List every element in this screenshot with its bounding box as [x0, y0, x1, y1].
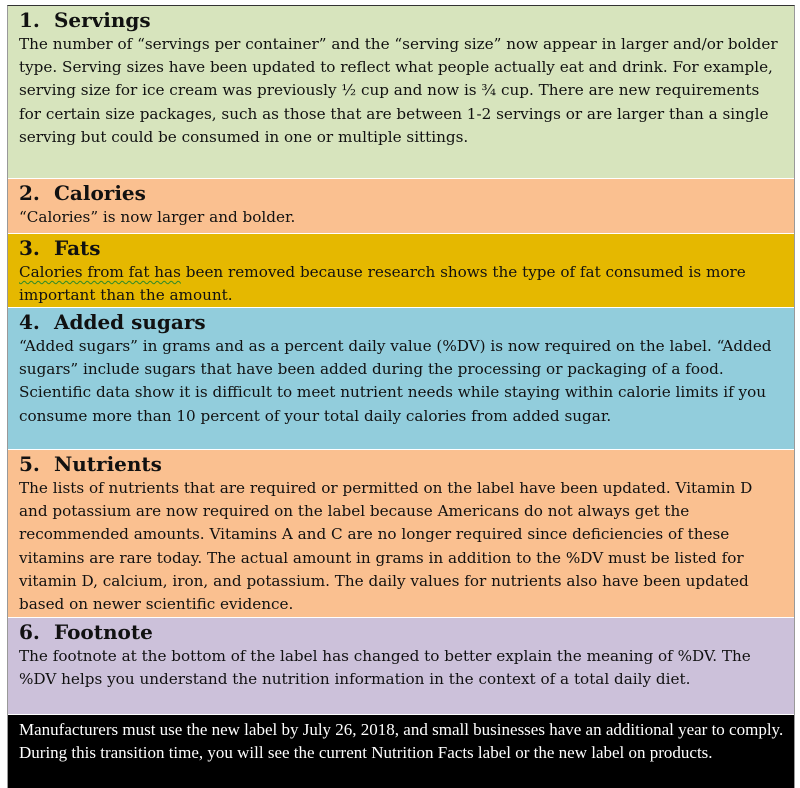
section-body: The footnote at the bottom of the label has changed to better explain the meaning of %DV. The %DV helps you understand the nutrition information in the context of a total daily diet.: [19, 647, 751, 689]
section-servings: [8, 6, 794, 178]
section-calories: [8, 179, 794, 233]
section-added-sugars: [8, 308, 794, 449]
section-body: The lists of nutrients that are required or permitted on the label have been updated. Vitamin D and potassium are now required on the label because Americans do not always get the recommended amounts. Vitamins A and C are no longer required since deficiencies of these vitamins are rare today. The actual amount in grams in addition to the %DV must be listed for vitamin D, calcium, iron, and potassium. The daily values for nutrients also have been updated based on newer scientific evidence.: [19, 479, 753, 614]
nutrition-label-changes-table: [7, 5, 795, 788]
section-number: 6.: [19, 620, 40, 644]
section-title: Servings: [53, 8, 151, 32]
section-body-rest: been removed because research shows the type of fat consumed is more important than the amount.: [19, 263, 746, 305]
section-nutrients: [8, 450, 794, 617]
section-title: Calories: [53, 181, 146, 205]
closing-note-text: Manufacturers must use the new label by July 26, 2018, and small businesses have an additional year to comply. During this transition time, you will see the current Nutrition Facts label or the new label on products.: [19, 720, 784, 762]
section-title: Footnote: [53, 620, 153, 644]
section-number: 1.: [19, 8, 40, 32]
section-number: 3.: [19, 236, 40, 260]
section-heading: [19, 619, 784, 645]
section-title: Added sugars: [53, 310, 206, 334]
closing-note: [8, 715, 794, 788]
section-body: The number of “servings per container” and the “serving size” now appear in larger and/or bolder type. Serving sizes have been updated to reflect what people actually eat and drink. For example, serving size for ice cream was previously ½ cup and now is ¾ cup. There are new requirements for certain size packages, such as those that are between 1-2 servings or are larger than a single serving but could be consumed in one or multiple sittings.: [19, 35, 778, 146]
section-title: Fats: [53, 236, 101, 260]
section-heading: [19, 7, 784, 33]
section-number: 2.: [19, 181, 40, 205]
section-heading: [19, 309, 784, 335]
section-number: 5.: [19, 452, 40, 476]
section-body: [19, 261, 784, 307]
section-heading: [19, 235, 784, 261]
section-fats: [8, 234, 794, 307]
section-body: “Calories” is now larger and bolder.: [19, 208, 296, 226]
section-footnote: [8, 618, 794, 714]
section-heading: [19, 180, 784, 206]
section-title: Nutrients: [53, 452, 162, 476]
section-number: 4.: [19, 310, 40, 334]
spellcheck-underlined-text: Calories from fat has: [19, 263, 181, 281]
section-heading: [19, 451, 784, 477]
section-body: “Added sugars” in grams and as a percent daily value (%DV) is now required on the label. “Added sugars” include sugars that have been added during the processing or packaging of a food. Scientific data show it is difficult to meet nutrient needs while staying within calorie limits if you consume more than 10 percent of your total daily calories from added sugar.: [19, 337, 772, 425]
